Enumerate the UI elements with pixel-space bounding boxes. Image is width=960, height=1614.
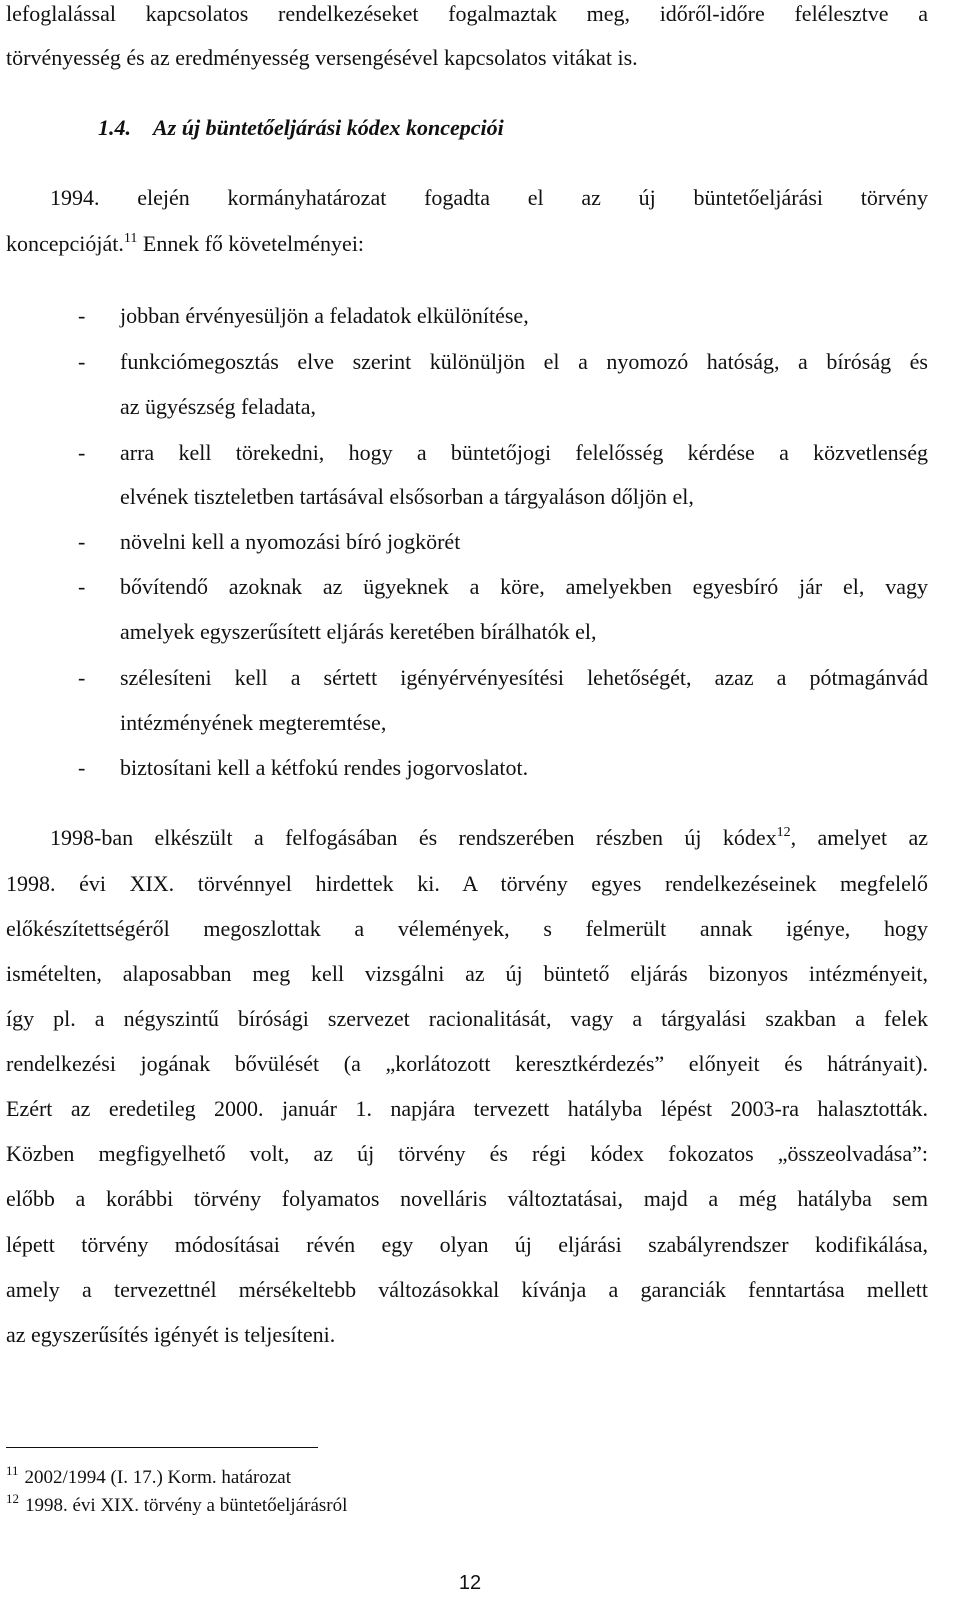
para2-last-line: az egyszerűsítés igényét is teljesíteni. [6,1322,336,1347]
para1-line-2 [6,230,364,258]
list-dash: - [78,574,86,599]
para2-line: előbb a korábbi törvény folyamatos novelláris változtatásai, majd a még hatályba sem [6,1186,928,1211]
list-item-6-line-2: intézményének megteremtése, [120,710,387,735]
para2-line: ismételten, alaposabban meg kell vizsgálni az új büntető eljárás bizonyos intézményeit, [6,961,928,986]
para2-line: 1998. évi XIX. törvénnyel hirdettek ki. A törvény egyes rendelkezéseinek megfelelő [6,871,928,896]
para2-line: lépett törvény módosításai révén egy olyan új eljárási szabályrendszer kodifikálása, [6,1232,928,1257]
para2-text-b: , amelyet az [790,825,928,850]
para2-line: Ezért az eredetileg 2000. január 1. napjára tervezett hatályba lépést 2003-ra halasztották. [6,1096,928,1121]
section-title: Az új büntetőeljárási kódex koncepciói [153,115,504,140]
section-heading [98,114,504,142]
list-item-5-line-2: amelyek egyszerűsített eljárás keretében bírálhatók el, [120,619,597,644]
list-dash: - [78,755,86,780]
list-item-3-line-1: arra kell törekedni, hogy a büntetőjogi felelősség kérdése a közvetlenség [120,440,928,465]
list-item-2-line-1: funkciómegosztás elve szerint különüljön el a nyomozó hatóság, a bíróság és [120,349,928,374]
footnote-text: 2002/1994 (I. 17.) Korm. határozat [24,1467,291,1488]
para1-text-a: koncepcióját. [6,231,124,256]
list-dash: - [78,529,86,554]
footnote-ref-12: 12 [776,825,791,840]
list-item-6-line-1: szélesíteni kell a sértett igényérvényesítési lehetőségét, azaz a pótmagánvád [120,665,928,690]
para2-text-a: 1998-ban elkészült a felfogásában és rendszerében részben új kódex [50,825,777,850]
intro-line-1: lefoglalással kapcsolatos rendelkezéseket fogalmaztak meg, időről-időre felélesztve a [6,1,928,26]
para2-line: amely a tervezettnél mérsékeltebb változásokkal kívánja a garanciák fenntartása mellett [6,1277,928,1302]
footnote-number: 12 [6,1491,19,1506]
list-item-5-line-1: bővítendő azoknak az ügyeknek a köre, amelyekben egyesbíró jár el, vagy [120,574,928,599]
list-dash: - [78,440,86,465]
list-dash: - [78,303,86,328]
list-dash: - [78,665,86,690]
footnote-separator [6,1447,318,1448]
page-number: 12 [458,1572,482,1594]
para1-line-1: 1994. elején kormányhatározat fogadta el az új büntetőeljárási törvény [50,185,928,210]
footnote-11 [6,1463,291,1490]
footnote-text: 1998. évi XIX. törvény a büntetőeljárásról [25,1495,348,1516]
para2-line: előkészítettségéről megoszlottak a vélemények, s felmerült annak igénye, hogy [6,916,928,941]
para2-line: így pl. a négyszintű bírósági szervezet racionalitását, vagy a tárgyalási szakban a felek [6,1006,928,1031]
para2-line-1 [50,824,928,852]
list-item-2-line-2: az ügyészség feladata, [120,394,317,419]
footnote-number: 11 [6,1463,19,1478]
para1-text-b: Ennek fő követelményei: [137,231,365,256]
list-item-7: biztosítani kell a kétfokú rendes jogorvoslatot. [120,755,529,780]
intro-line-2: törvényesség és az eredményesség versengésével kapcsolatos vitákat is. [6,45,638,70]
list-item-1: jobban érvényesüljön a feladatok elkülönítése, [120,303,529,328]
footnote-ref-11: 11 [123,231,138,246]
footnote-12 [6,1491,348,1518]
list-item-3-line-2: elvének tiszteletben tartásával elsősorban a tárgyaláson dőljön el, [120,484,694,509]
para2-line: rendelkezési jogának bővülését (a „korlátozott keresztkérdezés” előnyeit és hátrányait). [6,1051,928,1076]
list-item-4: növelni kell a nyomozási bíró jogkörét [120,529,461,554]
para2-line: Közben megfigyelhető volt, az új törvény és régi kódex fokozatos „összeolvadása”: [6,1141,928,1166]
list-dash: - [78,349,86,374]
section-number: 1.4. [98,115,131,140]
